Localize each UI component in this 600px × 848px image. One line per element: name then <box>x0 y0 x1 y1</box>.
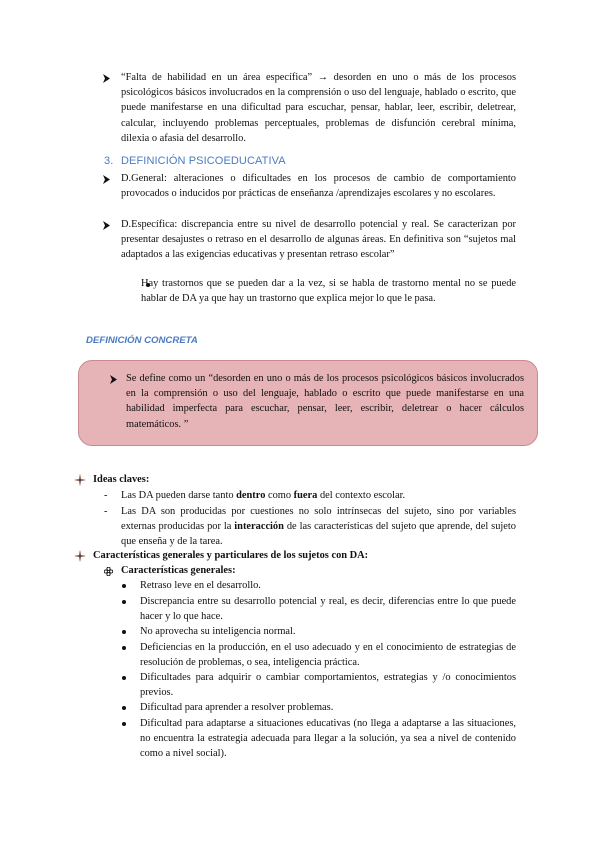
idea-item-1: Las DA pueden darse tanto dentro como fuera del contexto escolar. <box>121 490 406 501</box>
arrow-bullet-icon <box>102 74 111 83</box>
arrow-bullet-icon <box>109 375 118 384</box>
bullet-dot-icon <box>122 630 126 634</box>
bullet-dot-icon <box>122 584 126 588</box>
definicion-general: D.General: alteraciones o dificultades en los procesos de cambio de comportamiento provocados o inducidos por prácticas de enseñanza /aprendizajes escolares y no escolares. <box>121 173 516 200</box>
section-number: 3. <box>104 155 114 167</box>
bullet-dot-icon <box>122 722 126 726</box>
section-title: DEFINICIÓN PSICOEDUCATIVA <box>121 155 286 167</box>
caracteristica-item: Retraso leve en el desarrollo. <box>140 580 261 591</box>
arrow-bullet-icon <box>102 175 111 184</box>
arrow-bullet-icon <box>102 221 111 230</box>
ideas-title: Ideas claves: <box>93 474 150 485</box>
caracteristica-item: No aprovecha su inteligencia normal. <box>140 626 296 637</box>
definicion-especifica: D.Específica: discrepancia entre su nivel de desarrollo potencial y real. Se caracterizan por presentar desajustes o retraso en el desarrollo de algunas áreas. En definitiva son “sujetos mal adaptados a las exigencias educativas y presentan retraso escolar” <box>121 219 516 261</box>
bullet-dot-icon <box>122 706 126 710</box>
idea-item-2: Las DA son producidas por cuestiones no solo intrínsecas del sujeto, sino por variables externas producidas por la interacción de las características del sujeto que aprende, del sujeto que enseña y de la tarea. <box>121 506 516 548</box>
diamond-bullet-icon <box>104 566 113 581</box>
caracteristica-item: Discrepancia entre su desarrollo potencial y real, es decir, diferencias entre lo que puede hacer y lo que hace. <box>140 596 516 623</box>
caracteristicas-subtitle: Características generales: <box>121 565 236 576</box>
concreta-heading: DEFINICIÓN CONCRETA <box>86 335 198 346</box>
intro-paragraph: “Falta de habilidad en un área específica” → desorden en uno o más de los procesos psicológicos básicos involucrados en la comprensión o uso del lenguaje, hablado o escrito, que puede manifestarse en una dificultad para escuchar, pensar, hablar, leer, escribir, deletrear, calcular, incluyendo problemas perceptuales, problemas de disfunción cerebral mínima, dilexia o afasia del desarrollo. <box>121 72 516 144</box>
dash-bullet: - <box>104 506 108 517</box>
pushpin-icon <box>74 550 86 567</box>
concreta-text: Se define como un “desorden en uno o más de los procesos psicológicos básicos involucrados en la comprensión o uso del lenguaje, hablado o escrito que puede manifestarse en una habilidad imperfecta para escuchar, pensar, leer, escribir, deletrear o hacer cálculos matemáticos. ” <box>126 373 524 430</box>
caracteristica-item: Dificultades para adquirir o cambiar comportamientos, estrategias y /o conocimientos previos. <box>140 672 516 699</box>
pushpin-icon <box>74 474 86 491</box>
bullet-dot-icon <box>122 676 126 680</box>
dash-bullet: - <box>104 490 108 501</box>
caracteristica-item: Deficiencias en la producción, en el uso adecuado y en el conocimiento de estrategias de resolución de problemas, o sea, inteligencia práctica. <box>140 642 516 669</box>
bullet-dot-icon <box>122 600 126 604</box>
bullet-dot-icon <box>122 646 126 650</box>
caracteristica-item: Dificultad para aprender a resolver problemas. <box>140 702 334 713</box>
caracteristica-item: Dificultad para adaptarse a situaciones educativas (no llega a adaptarse a las situaciones, no encuentra la estrategia adecuada para llegar a la solución, ya sea a nivel de contenido como a nivel social). <box>140 718 516 760</box>
sub-bullet-text: Hay trastornos que se pueden dar a la vez, si se habla de trastorno mental no se puede hablar de DA ya que hay un trastorno que explica mejor lo que le pasa. <box>141 278 516 305</box>
caracteristicas-title: Características generales y particulares de los sujetos con DA: <box>93 550 369 561</box>
